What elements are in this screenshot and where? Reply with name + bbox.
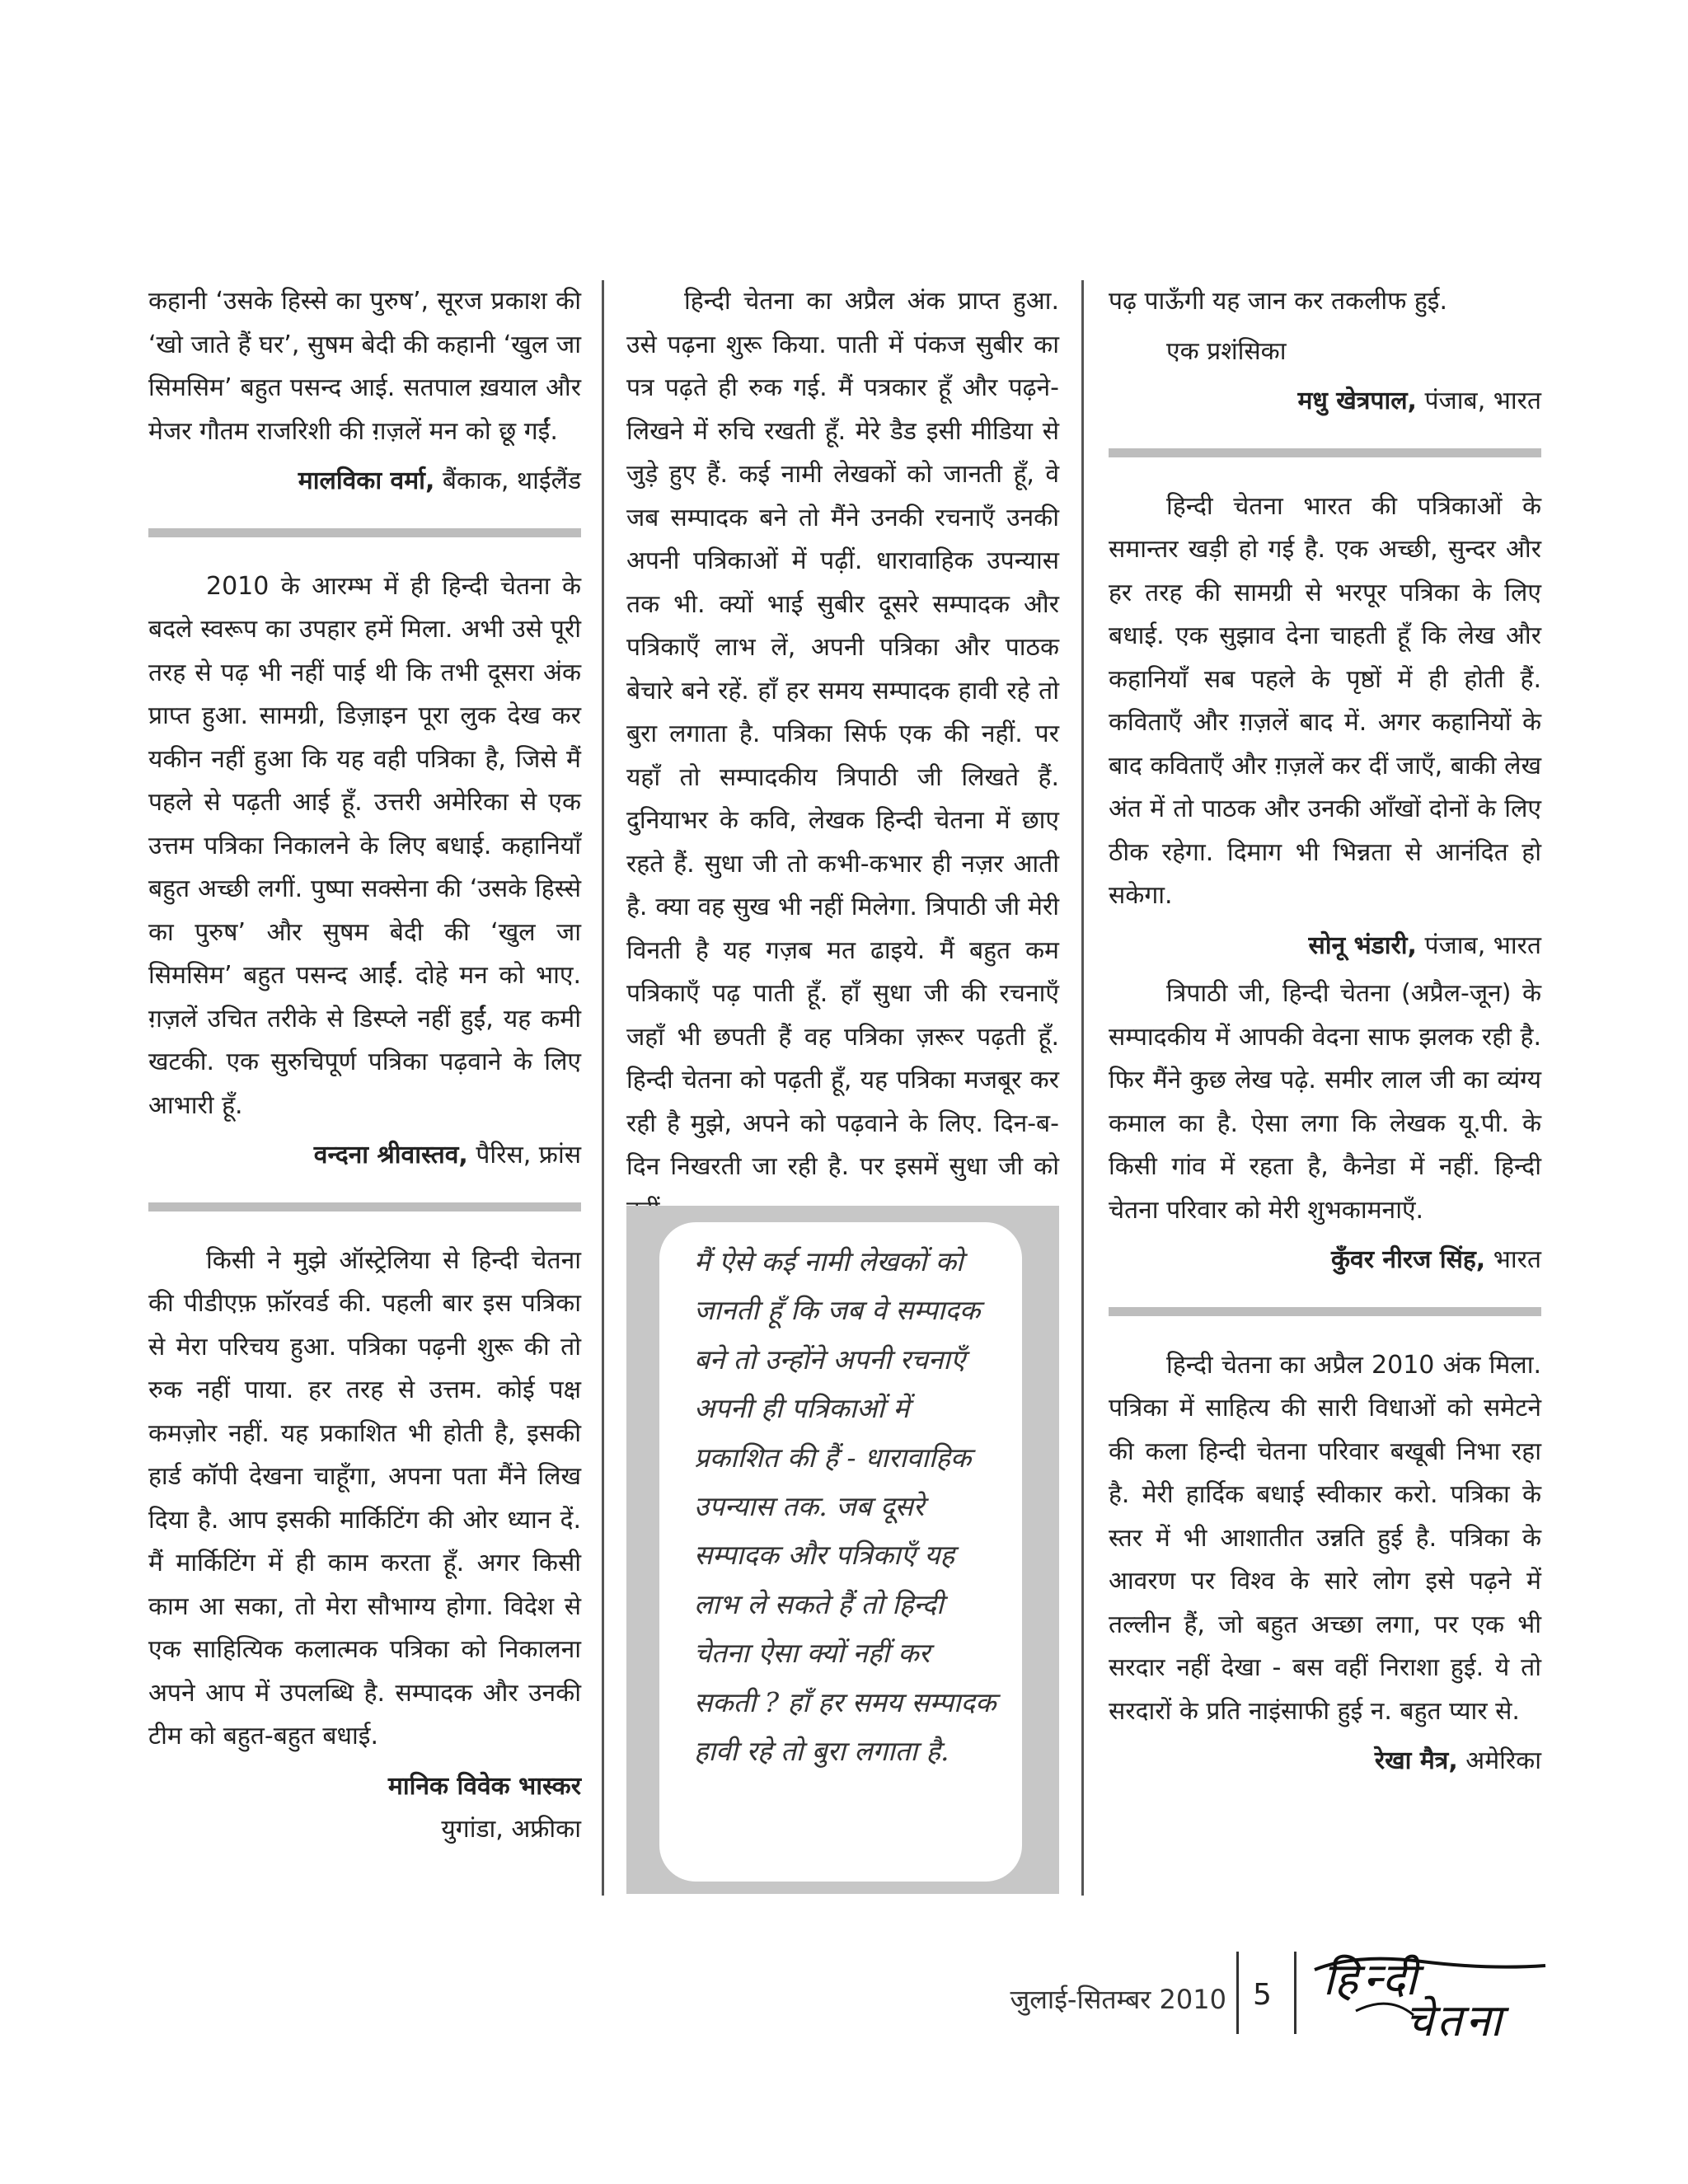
section-divider <box>148 1202 581 1212</box>
signature-name: कुँवर नीरज सिंह, <box>1331 1245 1486 1274</box>
signature-place: पंजाब, भारत <box>1416 930 1541 960</box>
signature-place: बैंकाक, थाईलैंड <box>434 466 581 495</box>
section-divider <box>148 528 581 537</box>
pull-quote-box <box>626 1206 1059 1894</box>
column-2 <box>626 280 1059 1232</box>
column-rule <box>1081 280 1084 1896</box>
pull-quote: मैं ऐसे कई नामी लेखकों को जानती हूँ कि जब वे सम्पादक बने तो उन्होंने अपनी रचनाएँ अपनी ही पत्रिकाओं में प्रकाशित की हैं - धारावाहिक उपन्यास तक. जब दूसरे सम्पादक और पत्रिकाएँ यह लाभ ले सकते हैं तो हिन्दी चेतना ऐसा क्यों नहीं कर सकती ? हाँ हर समय सम्पादक हावी रहे तो बुरा लगाता है. <box>694 1245 996 1768</box>
signature-place: युगांडा, अफ्रीका <box>441 1815 581 1844</box>
letter-signature <box>148 460 581 504</box>
signature-name: सोनू भंडारी, <box>1308 930 1417 960</box>
issue-date: जुलाई-सितम्बर 2010 <box>1010 1984 1226 2015</box>
signature-name: रेखा मैत्र, <box>1374 1746 1458 1775</box>
pull-quote-panel <box>659 1222 1022 1882</box>
letter-text: हिन्दी चेतना भारत की पत्रिकाओं के समान्तर खड़ी हो गई है. एक अच्छी, सुन्दर और हर तरह की सामग्री से भरपूर पत्रिका के लिए बधाई. एक सुझाव देना चाहती हूँ कि लेख और कहानियाँ सब पहले के पृष्ठों में ही होती हैं. कविताएँ और ग़ज़लें बाद में. अगर कहानियों के बाद कविताएँ और ग़ज़लें कर दीं जाएँ, बाकी लेख अंत में तो पाठक और उनकी आँखों दोनों के लिए ठीक रहेगा. दिमाग भी भिन्नता से आनंदित हो सकेगा. <box>1109 491 1541 910</box>
signature-name: मालविका वर्मा, <box>298 466 435 495</box>
logo-text-line2: चेतना <box>1405 1994 1506 2046</box>
signature-place: पंजाब, भारत <box>1416 387 1541 415</box>
letter-signature <box>1109 380 1541 424</box>
signature-place: अमेरिका <box>1457 1746 1541 1775</box>
letter-signature <box>1109 1740 1541 1783</box>
footer-rule <box>1236 1952 1239 2034</box>
letter-signature <box>1109 1239 1541 1282</box>
letter-text: कहानी ‘उसके हिस्से का पुरुष’, सूरज प्रकाश की ‘खो जाते हैं घर’, सुषम बेदी की कहानी ‘खुल जा सिमसिम’ बहुत पसन्द आई. सतपाल ख़याल और मेजर गौतम राजरिशी की ग़ज़लें मन को छू गईं. <box>148 287 581 446</box>
signature-role: एक प्रशंसिका <box>1166 336 1287 366</box>
letter-text: त्रिपाठी जी, हिन्दी चेतना (अप्रैल-जून) के सम्पादकीय में आपकी वेदना साफ झलक रही है. फिर मैंने कुछ लेख पढ़े. समीर लाल जी का व्यंग्य कमाल का है. ऐसा लगा कि लेखक यू.पी. के किसी गांव में रहता है, कैनेडा में नहीं. हिन्दी चेतना परिवार को मेरी शुभकामनाएँ. <box>1109 979 1541 1225</box>
letter-signature <box>148 1134 581 1178</box>
signature-name: वन्दना श्रीवास्तव, <box>313 1141 468 1169</box>
section-divider <box>1109 448 1541 457</box>
signature-place: भारत <box>1485 1245 1541 1274</box>
page-number: 5 <box>1253 1978 1272 2012</box>
column-1 <box>148 280 581 1852</box>
column-3 <box>1109 280 1541 1783</box>
letter-signature <box>148 1765 581 1809</box>
section-divider <box>1109 1307 1541 1316</box>
letter-text: किसी ने मुझे ऑस्ट्रेलिया से हिन्दी चेतना की पीडीएफ़ फ़ॉरवर्ड की. पहली बार इस पत्रिका से मेरा परिचय हुआ. पत्रिका पढ़नी शुरू की तो रुक नहीं पाया. हर तरह से उत्तम. कोई पक्ष कमज़ोर नहीं. यह प्रकाशित भी होती है, इसकी हार्ड कॉपी देखना चाहूँगा, अपना पता मैंने लिख दिया है. आप इसकी मार्किटिंग की ओर ध्यान दें. मैं मार्किटिंग में ही काम करता हूँ. अगर किसी काम आ सका, तो मेरा सौभाग्य होगा. विदेश से एक साहित्यिक कलात्मक पत्रिका को निकालना अपने आप में उपलब्धि है. सम्पादक और उनकी टीम को बहुत-बहुत बधाई. <box>148 1245 581 1750</box>
signature-name: मधु खेत्रपाल, <box>1297 387 1417 415</box>
magazine-logo <box>1306 1937 1554 2052</box>
logo-text-line1: हिन्दी <box>1323 1953 1423 2005</box>
footer-rule <box>1294 1952 1296 2034</box>
signature-name: मानिक विवेक भास्कर <box>387 1771 581 1801</box>
letter-text: 2010 के आरम्भ में ही हिन्दी चेतना के बदले स्वरूप का उपहार हमें मिला. अभी उसे पूरी तरह से पढ़ भी नहीं पाई थी कि तभी दूसरा अंक प्राप्त हुआ. सामग्री, डिज़ाइन पूरा लुक देख कर यकीन नहीं हुआ कि यह वही पत्रिका है, जिसे मैं पहले से पढ़ती आई हूँ. उत्तरी अमेरिका से एक उत्तम पत्रिका निकालने के लिए बधाई. कहानियाँ बहुत अच्छी लगीं. पुष्पा सक्सेना की ‘उसके हिस्से का पुरुष’ और सुषम बेदी की ‘खुल जा सिमसिम’ बहुत पसन्द आईं. दोहे मन को भाए. ग़ज़लें उचित तरीके से डिस्प्ले नहीं हुईं, यह कमी खटकी. एक सुरुचिपूर्ण पत्रिका पढ़वाने के लिए आभारी हूँ. <box>148 571 581 1120</box>
letter-text: पढ़ पाऊँगी यह जान कर तकलीफ हुई. <box>1109 287 1448 316</box>
column-rule <box>602 280 604 1896</box>
letter-text: हिन्दी चेतना का अप्रैल अंक प्राप्त हुआ. उसे पढ़ना शुरू किया. पाती में पंकज सुबीर का पत्र पढ़ते ही रुक गई. मैं पत्रकार हूँ और पढ़ने-लिखने में रुचि रखती हूँ. मेरे डैड इसी मीडिया से जुड़े हुए हैं. कई नामी लेखकों को जानती हूँ, वे जब सम्पादक बने तो मैंने उनकी रचनाएँ उनकी अपनी पत्रिकाओं में पढ़ीं. धारावाहिक उपन्यास तक भी. क्यों भाई सुबीर दूसरे सम्पादक और पत्रिकाएँ लाभ लें, अपनी पत्रिका और पाठक बेचारे बने रहें. हाँ हर समय सम्पादक हावी रहे तो बुरा लगाता है. पत्रिका सिर्फ एक की नहीं. पर यहाँ तो सम्पादकीय त्रिपाठी जी लिखते हैं. दुनियाभर के कवि, लेखक हिन्दी चेतना में छाए रहते हैं. सुधा जी तो कभी-कभार ही नज़र आती है. क्या वह सुख भी नहीं मिलेगा. त्रिपाठी जी मेरी विनती है यह गज़ब मत ढाइये. मैं बहुत कम पत्रिकाएँ पढ़ पाती हूँ. हाँ सुधा जी की रचनाएँ जहाँ भी छपती हैं वह पत्रिका ज़रूर पढ़ती हूँ. हिन्दी चेतना को पढ़ती हूँ, यह पत्रिका मजबूर कर रही है मुझे, अपने को पढ़वाने के लिए. दिन-ब-दिन निखरती जा रही है. पर इसमें सुधा जी को <box>626 287 1059 1181</box>
signature-place: पैरिस, फ्रांस <box>467 1141 581 1169</box>
letter-text: हिन्दी चेतना का अप्रैल 2010 अंक मिला. पत्रिका में साहित्य की सारी विधाओं को समेटने की कला हिन्दी चेतना परिवार बखूबी निभा रहा है. मेरी हार्दिक बधाई स्वीकार करो. पत्रिका के स्तर में भी आशातीत उन्नति हुई है. पत्रिका के आवरण पर विश्व के सारे लोग इसे पढ़ने में तल्लीन हैं, जो बहुत अच्छा लगा, पर एक भी सरदार नहीं देखा - बस वहीं निराशा हुई. ये तो सरदारों के प्रति नाइंसाफी हुई न. बहुत प्यार से. <box>1109 1350 1541 1726</box>
letter-signature <box>1109 925 1541 968</box>
